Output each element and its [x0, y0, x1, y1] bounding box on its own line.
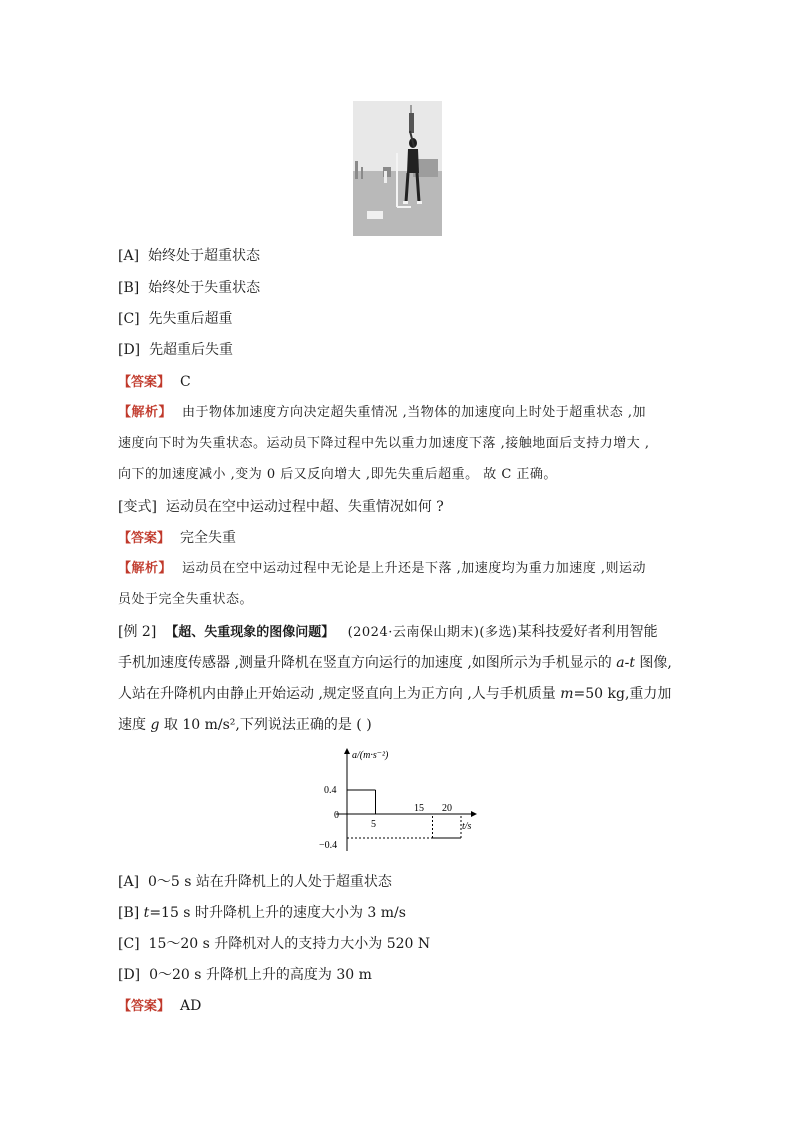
- option-key: [D]: [118, 342, 141, 358]
- variant-analysis-line-2: [118, 590, 253, 610]
- x-tick-20: 20: [442, 803, 452, 814]
- variant-analysis-line-1: [118, 559, 646, 579]
- analysis-tag: 【解析】: [118, 405, 173, 420]
- answer-value: AD: [180, 998, 202, 1014]
- option-key: [C]: [118, 936, 140, 952]
- analysis-text: 向下的加速度减小 ,变为 0 后又反向增大 ,即先失重后超重。 故 C 正确。: [118, 467, 557, 482]
- q1-analysis-line-3: [118, 465, 557, 485]
- symbol-g: g: [150, 717, 160, 733]
- example2-option-b: [118, 903, 406, 923]
- q1-analysis-line-2: [118, 434, 650, 454]
- example-text: 速度: [118, 717, 151, 733]
- option-text: 始终处于失重状态: [148, 280, 261, 296]
- example-text: 某科技爱好者利用智能: [517, 624, 658, 640]
- example-label: [例 2]: [118, 624, 157, 640]
- example-text: =50 kg,重力加: [573, 686, 672, 702]
- q1-option-c: [118, 309, 233, 329]
- option-text: 先超重后失重: [149, 342, 234, 358]
- answer-value: C: [180, 374, 191, 390]
- q1-answer: [118, 372, 191, 393]
- example2-line-1: [118, 622, 658, 643]
- y-tick-0.4: 0.4: [324, 785, 337, 796]
- example-text: 手机加速度传感器 ,测量升降机在竖直方向运行的加速度 ,如图所示为手机显示的: [118, 655, 617, 671]
- y-tick-neg0.4: −0.4: [319, 840, 338, 851]
- option-text: =15 s 时升降机上升的速度大小为 3 m/s: [149, 905, 406, 921]
- x-axis-label: t/s: [462, 821, 472, 832]
- option-key: [A]: [118, 874, 140, 890]
- x-tick-5: 5: [371, 819, 376, 830]
- option-key: [B]: [118, 905, 140, 921]
- option-text: 先失重后超重: [148, 311, 233, 327]
- example2-option-a: [118, 872, 392, 892]
- example2-line-2: [118, 653, 672, 673]
- variant-question: [118, 497, 444, 517]
- example-topic: 【超、失重现象的图像问题】: [165, 625, 335, 640]
- symbol-m: m: [560, 686, 574, 702]
- example-source: (2024·云南保山期末)(多选): [347, 625, 518, 640]
- option-text: 0～20 s 升降机上升的高度为 30 m: [149, 967, 372, 983]
- answer-value: 完全失重: [180, 530, 237, 546]
- x-tick-15: 15: [414, 803, 424, 814]
- symbol-a-t: a-t: [616, 655, 635, 671]
- variant-answer: [118, 528, 236, 549]
- athlete-jump-photo: [353, 101, 442, 236]
- option-text: 15～20 s 升降机对人的支持力大小为 520 N: [148, 936, 431, 952]
- example2-option-d: [118, 965, 372, 985]
- q1-option-a: [118, 246, 260, 266]
- option-key: [B]: [118, 280, 140, 296]
- example2-line-4: [118, 715, 372, 735]
- y-tick-0: 0: [334, 810, 339, 821]
- analysis-text: 员处于完全失重状态。: [118, 592, 254, 607]
- example2-option-c: [118, 934, 430, 954]
- q1-analysis-line-1: [118, 403, 646, 423]
- analysis-text: 由于物体加速度方向决定超失重情况 ,当物体的加速度向上时处于超重状态 ,加: [182, 405, 647, 420]
- example2-line-3: [118, 684, 671, 704]
- example-text: 人站在升降机内由静止开始运动 ,规定竖直向上为正方向 ,人与手机质量: [118, 686, 561, 702]
- variant-label: [变式]: [118, 499, 157, 515]
- analysis-text: 速度向下时为失重状态。运动员下降过程中先以重力加速度下落 ,接触地面后支持力增大 ,: [118, 436, 650, 451]
- q1-option-b: [118, 278, 260, 298]
- option-key: [C]: [118, 311, 140, 327]
- example-text: 取 10 m/s²,下列说法正确的是 ( ): [159, 717, 372, 733]
- y-axis-label: a/(m·s⁻²): [352, 750, 389, 761]
- option-text: 始终处于超重状态: [147, 248, 260, 264]
- symbol-t: t: [143, 905, 150, 921]
- analysis-text: 运动员在空中运动过程中无论是上升还是下落 ,加速度均为重力加速度 ,则运动: [182, 561, 647, 576]
- variant-text: 运动员在空中运动过程中超、失重情况如何 ?: [165, 499, 444, 515]
- a-t-chart: [316, 745, 484, 859]
- answer-tag: 【答案】: [118, 999, 171, 1014]
- option-text: 0～5 s 站在升降机上的人处于超重状态: [147, 874, 392, 890]
- q1-option-d: [118, 340, 233, 360]
- example-text: 图像,: [634, 655, 672, 671]
- example2-answer: [118, 996, 201, 1017]
- analysis-tag: 【解析】: [118, 561, 173, 576]
- answer-tag: 【答案】: [118, 375, 171, 390]
- option-key: [D]: [118, 967, 141, 983]
- option-key: [A]: [118, 248, 140, 264]
- answer-tag: 【答案】: [118, 531, 171, 546]
